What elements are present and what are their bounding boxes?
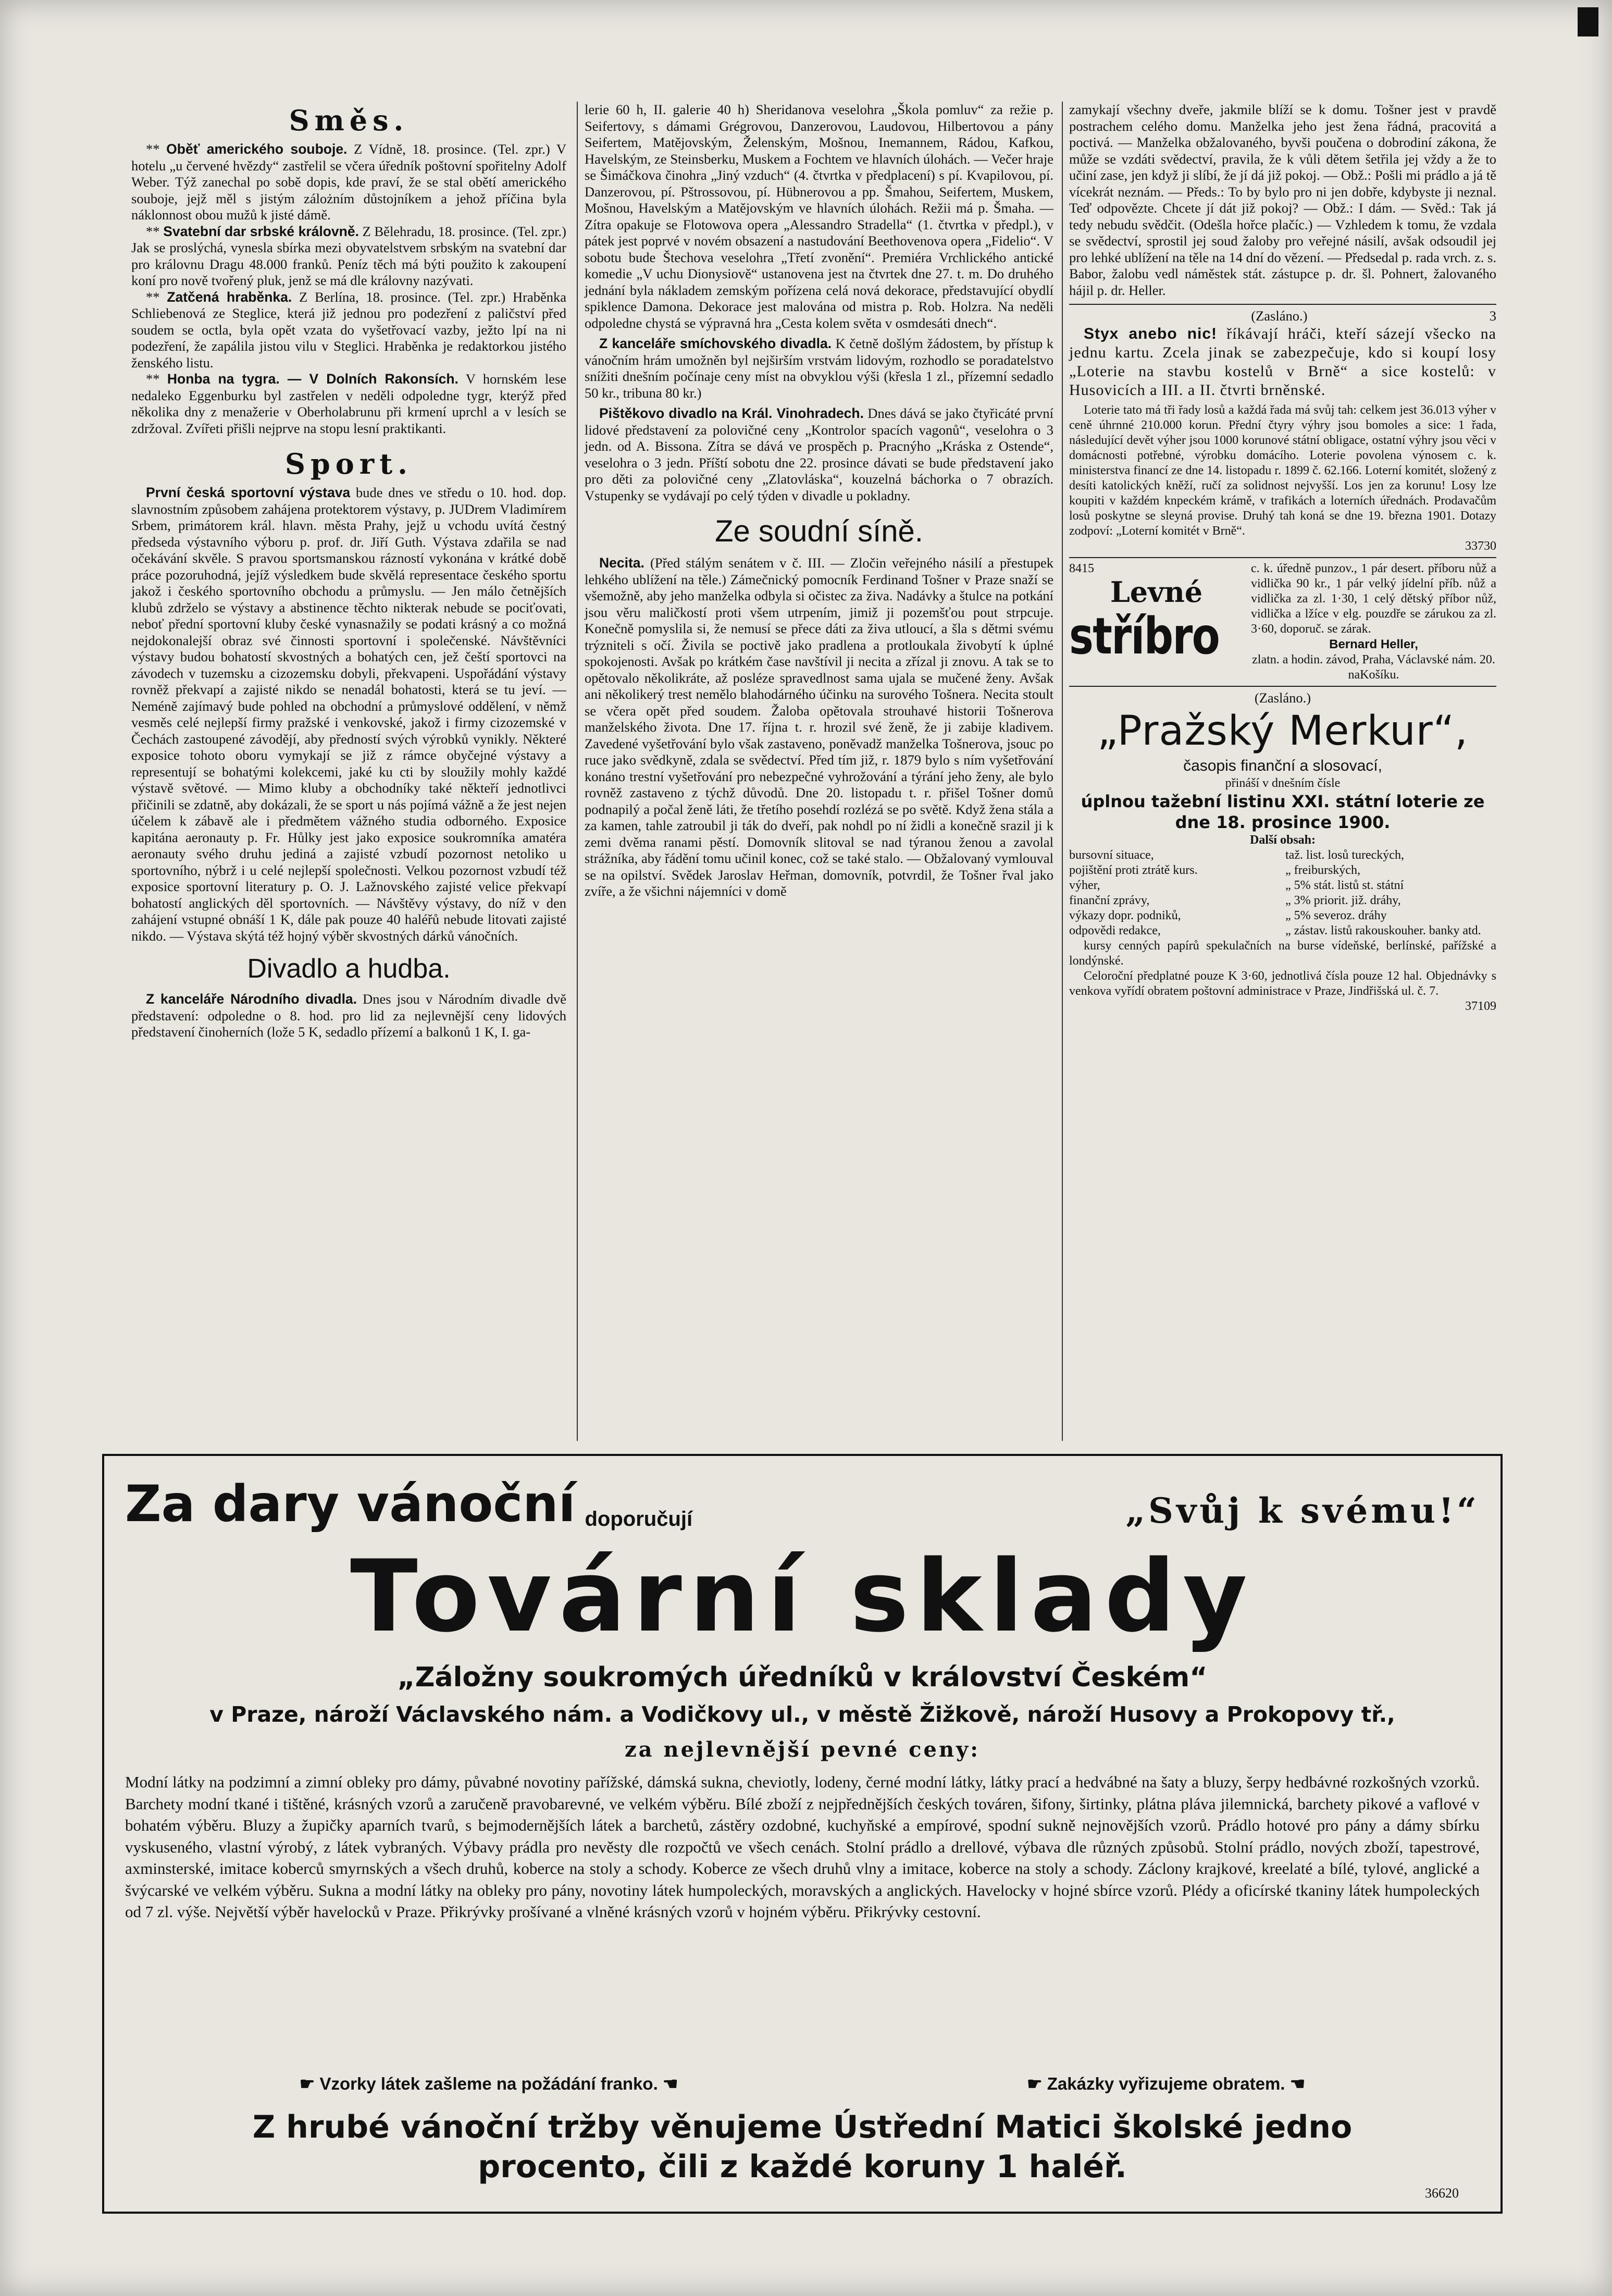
- news-item: První česká sportovní výstava bude dnes ve středu o 10. hod. dop. slavnostním způsobem zahájena protektorem výstavy, p. JUDrem Vladimírem Srbem, primátorem král. hlavn. města Prahy, jejž u vchodu uvítá čestný předseda výstavního výboru p. prof. dr. Jiří Guth. Výstava zdařila se nad očekávání skvěle. S pravou sportsmanskou rázností vykonána v krátké době práce pozoruhodná, jejíž výsledkem bude skvělá representace českého sportu jakož i českého sportovního obchodu a průmyslu. — Jen málo četnějších klubů zdrželo se výstavy a abstinence těchto nikterak nebude se pociťovati, neboť přední sportovní kluby české vynasnažily se podati krásný a co možná nejdokonalejší obraz své činnosti sportovní i společenské. Návštěvníci výstavy budou bohatostí skvostných a bohatých cen, jež čeští sportovci na závodech v tuzemsku a cizozemsku dobyli, překvapeni. Uspořádání výstavy rovněž překvapí a zajisté nikdo se nenadál bohatosti, která se tu jeví. — Neméně zajímavý bude pohled na obchodní a průmyslové oddělení, v němž vesměs celé nejlepší firmy pražské i venkovské, jakož i firmy cizozemské v Čechách zastoupené závodějí, aby předností svých výrobků vynikly. Některé exposice tohoto oboru vymykají se již z rámce obyčejné výstavy a representují se bohatými kolekcemi, jaké ku cti by sloužily mohly každé výstavě světové. — Mimo kluby a obchodníky také někteří jednotlivci přičinili se zdatně, aby dokázali, že se sport u nás pojímá vážně a že jest nejen účelem k zábavě ale i předmětem vážného studia odborného. Exposice kapitána aeronauty p. Fr. Hůlky jest jako exposice soukromníka amatéra aeronauty svého druhu jediná a zajisté vzbudí pozornost netoliko u sportovního, nýbrž i u celé nejlepší společnosti. Velkou pozornost vzbudí též exposice sportovní literatury p. O. J. Lažnovského zajisté velice překvapí bohatostí anglických děl sportovních. — Návštěvy výstavy, do níž v den zahájení vstupné obnáší 1 K, dále pak pouze 40 haléřů nebude litovati zajisté nikdo. — Výstava skýtá též hojný výběr skvostných dárků vánočních.: [131, 485, 566, 944]
- merkur-contents-item: odpovědi redakce,: [1069, 924, 1161, 937]
- merkur-headline: úplnou tažební listinu XXI. státní loterie ze dne 18. prosince 1900.: [1081, 792, 1485, 832]
- pointing-hand-icon: ☛: [299, 2074, 320, 2093]
- news-item: Z kanceláře smíchovského divadla. K četně došlým žádostem, by přístup k vánočním hrám umožněn byl nejširším vrstvám lidovým, rozhodlo se poradatelstvo snížiti dnešním počínaje ceny míst na obvyklou výši (křesla 1 zl., přízemní sedadlo 50 kr., tribuna 80 kr.): [585, 336, 1054, 401]
- big-ad-line1: Za dary vánoční: [125, 1475, 576, 1533]
- merkur-contents-left: [1069, 848, 1280, 939]
- silver-ad-word-levne: Levné: [1110, 575, 1203, 609]
- big-ad-prices-slogan: za nejlevnější pevné ceny:: [624, 1737, 981, 1762]
- section-heading-court: Ze soudní síně.: [715, 514, 923, 548]
- ad-code: 8415: [1069, 561, 1094, 575]
- ad-code: 33730: [1465, 539, 1496, 553]
- big-ad-top-line: [125, 1477, 1480, 1531]
- merkur-contents-item: „ zástav. listů rakouskouher. banky atd.: [1285, 924, 1481, 937]
- big-ad-line1-small: doporučují: [585, 1508, 693, 1530]
- merkur-price: Celoroční předplatné pouze K 3·60, jednotlivá čísla pouze 12 hal. Objednávky s venkova vyřídí obratem poštovní administrace v Praze, Jindřišská ul. č. 7.: [1069, 969, 1496, 998]
- column-3: [1069, 102, 1496, 1014]
- zaslano-number: 3: [1489, 308, 1496, 324]
- news-item: lerie 60 h, II. galerie 40 h) Sheridanova veselohra „Škola pomluv“ za režie p. Seifertovy, s dámami Grégrovou, Danzerovou, Laudovou, Hilbertovou a pány Seifertem, Matějovským, Želenským, Mošnou, Inemannem, Rádou, Kafkou, Havelským, ze Steinsberku, Muskem a Fochtem ve hlavních úlohách. — Večer hraje se Šimáčkova činohra „Jiný vzduch“ (4. čtvrtka v předplacení) s pí. Kvapilovou, pí. Danzerovou, pí. Pštrossovou, pí. Hübnerovou a pp. Šmahou, Seifertem, Muskem, Mošnou, Havelským a Matějovským ve hlavních úlohách. Režii má p. Šmaha. — Zítra opakuje se Flotowova opera „Alessandro Stradella“ (1. čtvrtka v předpl.), v pátek jest poprvé v novém obsazení a nastudování Beethovenova opera „Fidelio“. V sobotu bude Štechova veselohra „Třetí zvonění“. Premiéra Vrchlického antické komedie „V uchu Dionysiově“ ustanovena jest na čtvrtek dne 27. t. m. Do druhého jednání byla nákladem zemským pořízena celá nová dekorace, představující obydlí spiklence Damona. Dekorace jest malována od mistra p. Rob. Holzra. Na neděli odpoledne chystá se výpravná hra „Cesta kolem světa v osmdesáti dnech“.: [585, 102, 1053, 331]
- news-item: Necita. (Před stálým senátem v č. III. — Zločin veřejného násilí a přestupek lehkého ublížení na těle.) Zámečnický pomocník Ferdinand Tošner v Praze snaží se všemožně, aby jeho manželka odbyla si očistec za živa. Nadávky a štulce na potkání jsou věru maličkostí proti všem utrpením, jimiž ji pozemšťou pout strpcuje. Konečně pomyslila si, že nemusí se přece dáti za živa utloucí, a šla s dětmi svému trýzniteli s očí. Živila se poctivě jako pradlena a protloukala živobytí k úplné spokojenosti. Avšak po krátkém čase navštívil ji necita a zřízal ji znovu. A tak se to opětovalo několikráte, až posléze spravedlnost sama ujala se mučené ženy. Avšak ani několikerý trest nemělo blahodárného účinku na surového Tošnera. Necita stoult se včera opět před soudem. Žaloba opětovala strouhavé historii Tošnerova manželského života. Dne 17. října t. r. hrozil své ženě, že ji zabije kladivem. Zavedené vyšetřování bylo však zastaveno, poněvadž manželka Tošnerova, jsouc po ruce jako svědkyně, zdala se svědectví. Před tím již, r. 1879 bylo s ním vyšetřování konáno trestní vyšetřování pro nebezpečné vyhrožování a týrání jeho ženy, ale bylo rovněž zastaveno z týchž důvodů. Dne 20. listopadu t. r. přišel Tošner domů podnapilý a počal ženě láti, že třetího posehdí rozlézá se po světě. Když žena stála a za kamen, tahle zatroubil ji ták do dveří, pak nohdl po ní židli a konečně srazil ji k zemi dvěma ranami pěstí. Domovník slitoval se nad týranou ženou a zavolal strážníka, aby řádění tomu učinil konec, což se také stalo. — Obžalovaný vymlouval se na opilství. Svědek Jaroslav Heřman, domovník, potvrdil, že Tošner řval jako zvíře, a že všichni nájemníci v domě: [585, 555, 1053, 899]
- divider: [1069, 686, 1496, 687]
- big-ad-footer: Z hrubé vánoční tržby věnujeme Ústřední Matici školské jedno procento, čili z každé koruny 1 haléř.: [252, 2109, 1353, 2185]
- ad-code: 36620: [1425, 2186, 1459, 2201]
- news-item: ** Svatební dar srbské královně. Z Bělehradu, 18. prosince. (Tel. zpr.) Jak se proslýchá, vynesla sbírka mezi obyvatelstvem srbským na svatební dar pro královnu Dragu 48.000 franků. Peníz těch má býti použito k zakoupení koní pro nově tvořený pluk, jenž se má dle královny nazývati.: [131, 223, 567, 288]
- news-item: ** Oběť amerického souboje. Z Vídně, 18. prosince. (Tel. zpr.) V hotelu „u červené hvězdy“ zastřelil se včera úředník poštovní spořitelny Adolf Weber. Týž zanechal po sobě dopis, kde praví, že se stal obětí amerického souboje, jejž měl s jistým zálożním důstojníkem a jehož příčina byla náklonnost obou mužů k jisté dámě.: [131, 141, 567, 223]
- pointing-hand-icon: ☚: [1285, 2074, 1306, 2093]
- merkur-contents-item: „ freiburských,: [1285, 863, 1360, 877]
- news-item: Z kanceláře Národního divadla. Dnes jsou v Národním divadle dvě představení: odpoledne o 8. hod. pro lid za nejlevnější ceny lidových představení činoherních (lože 5 K, sedadlo přízemí a balkonů 1 K, I. ga-: [131, 991, 566, 1040]
- big-ad-subtitle: „Záložny soukromých úředníků v království Českém“: [397, 1662, 1208, 1693]
- column-rule-2: [1062, 102, 1063, 1441]
- pointing-hand-icon: ☚: [658, 2074, 678, 2093]
- merkur-contents-item: výher,: [1069, 879, 1100, 892]
- pointing-hand-icon: ☛: [1027, 2074, 1047, 2093]
- silver-ad-seller-address: zlatn. a hodin. závod, Praha, Václavské nám. 20. naKošíku.: [1252, 652, 1495, 682]
- section-heading-sport: Sport.: [285, 447, 413, 480]
- merkur-contents-item: bursovní situace,: [1069, 848, 1154, 862]
- lottery-ad-intro: Styx anebo nic! říkávají hráči, kteří sázejí všecko na jednu kartu. Zcela jinak se zabezpečuje, kdo si koupí losy „Loterie na stavbu kostelů v Brně“ a sice kostelů: v Husovicích a III. a II. čtvrti brněnské.: [1069, 325, 1496, 399]
- news-item: Pištěkovo divadlo na Král. Vinohradech. Dnes dává se jako čtyřicáté první lidové představení za polovičné ceny „Kontrolor spacích vagonů“, veselohra o 3 jedn. od A. Bissona. Zítra se dává ve prospěch p. Pracnýho „Kráska z Ostende“, veselohra o 3 jedn. Příští sobotu dne 22. prosince dávati se bude představení jako pro děti za polovičné ceny „Zlatovláska“, kouzelná báchorka o 7 obrazích. Vstupenky se vydávají po celý týden v divadle u pokladny.: [585, 405, 1053, 503]
- merkur-contents-item: „ 5% severoz. dráhy: [1285, 909, 1387, 922]
- silver-ad: [1069, 561, 1496, 683]
- merkur-subtitle: časopis finanční a slosovací,: [1183, 757, 1382, 774]
- merkur-contents-item: taž. list. losů tureckých,: [1285, 848, 1404, 862]
- merkur-contents-item: „ 5% stát. listů st. státní: [1285, 879, 1404, 892]
- silver-ad-title-block: [1069, 561, 1244, 683]
- merkur-subtitle-2: přináší v dnešním čísle: [1225, 776, 1341, 790]
- zaslano-label: (Zasláno.): [1254, 689, 1311, 706]
- merkur-tail: kursy cenných papírů spekulačních na burse vídeňské, berlínské, pařížské a londýnské.: [1069, 939, 1496, 968]
- divider: [1069, 557, 1496, 558]
- notice-right: ☛ Zakázky vyřizujeme obratem. ☚: [1027, 2074, 1306, 2093]
- silver-ad-text-block: [1251, 561, 1496, 683]
- section-heading-divadlo: Divadlo a hudba.: [247, 954, 451, 984]
- news-item: ** Honba na tygra. — V Dolních Rakonsích. V hornském lese nedaleko Eggenburku byl zastřelen v neděli odpoledne tygr, kterýž před několika dny z menažerie v Oberholabrunu při krmení uprchl a v lesích se zdržoval. Zvířeti přišli nejprve na stopu lesní praktikanti.: [131, 371, 567, 436]
- notice-left: ☛ Vzorky látek zašleme na požádání franko. ☚: [299, 2074, 678, 2093]
- zaslano-label: (Zasláno.): [1251, 308, 1308, 324]
- lottery-ad-body: Loterie tato má tři řady losů a každá řada má svůj tah: celkem jest 36.013 výher v ceně úhrnné 210.000 korun. Přední čtyry výhry jsou bomoles a sice: 1 řada, následující devět výher jsou 1000 korunové státní obligace, ostatní výhry jsou věci v domácnosti potřebné, výrobku domácího. Loterie povolena výnosem c. k. ministerstva financí ze dne 14. listopadu r. 1899 č. 62.166. Loterní komitét, složený z desíti katolických kněží, ručí za solidnost nejvyšší. Los jen za korunu! Losy lze koupiti v každém knpeckém krámě, v trafikách a loterních úřednách. Prodavačům losů poskytne se sleyná provise. Druhý tah koná se dne 19. března 1901. Dotazy zodpoví: „Loterní komitét v Brně“.: [1069, 403, 1496, 538]
- news-item: ** Zatčená hraběnka. Z Berlína, 18. prosince. (Tel. zpr.) Hraběnka Schliebenová ze Steglice, která již jednou pro podezření z paličství před soudem se octla, byla opět vzata do vyšetřovací vazby, ježto lpí na ni podezření, že zapálila jistou vilu v Steglici. Hraběnka je redaktorkou jistého ženského listu.: [131, 289, 567, 371]
- big-ad-title: Tovární sklady: [350, 1539, 1255, 1654]
- silver-ad-text: c. k. úředně punzov., 1 pár desert. příboru nůž a vidlička 90 kr., 1 pár velký jídelní příb. nůž a vidlička za zl. 1·30, 1 celý dětský příbor nůž, vidlička a lžíce v elg. pouzdře se zárukou za zl. 3·60, doporuč. se zárak.: [1251, 561, 1496, 636]
- big-ad-notices: [125, 2073, 1480, 2094]
- big-advertisement: [102, 1454, 1503, 2214]
- merkur-contents-label: Další obsah:: [1249, 833, 1316, 847]
- merkur-contents-item: finanční zprávy,: [1069, 894, 1150, 907]
- merkur-title: „Pražský Merkur“,: [1097, 708, 1468, 755]
- merkur-contents-item: pojištění proti ztrátě kurs.: [1069, 863, 1198, 877]
- silver-ad-word-stribro: stříbro: [1069, 607, 1220, 665]
- column-1: [131, 102, 566, 1041]
- section-heading-smes: Směs.: [289, 104, 409, 137]
- big-ad-address: v Praze, nároží Václavského nám. a Vodičkovy ul., v městě Žižkově, nároží Husovy a Prokopovy tř.,: [209, 1702, 1395, 1727]
- merkur-contents-right: [1285, 848, 1496, 939]
- silver-ad-seller: Bernard Heller,: [1329, 637, 1418, 651]
- big-ad-body: Modní látky na podzimní a zimní obleky pro dámy, půvabné novotiny pařížské, dámská sukna, cheviotly, lodeny, černé modní látky, látky prací a hedvábné na šaty a bluzy, šerpy hedbávné rozkošných vzorků. Barchety modní tkané i tištěné, krásných vzorů a zaručeně pravobarevné, ve velkém výběru. Bílé zboží z nejpřednějších českých továren, šifony, širtinky, plátna pláva jilemnická, barchety pikové a vaflové v bohatém výběru. Bluzy a župičky aparních tvarů, s bejmodernějších látek a barchetů, zástěry ozdobné, kuchyňské a empírové, spodní sukně nejnovějších vzorů. Prádlo hotové pro pány a dámy sbírku vyskuseného, vlastní výrobý, z látek vybraných. Výbavy prádla pro nevěsty dle rozpočtů ve všech cenách. Stolní prádlo a drellové, výbava dle různých způsobů. Stolní prádlo, nových zboží, tapestrové, axminsterské, imitace koberců smyrnských a všech druhů, koberce na stoly a schody. Koberce ze všech druhů vlny a imitace, koberce na stoly a schody. Záclony krajkové, kreelaté a bílé, tylové, anglické a švýcarské ve velkém výběru. Sukna a modní látky na obleky pro pány, novotiny látek humpoleckých, moravských a anglických. Havelocky v hojné sbírce vzorů. Plédy a oficírské tkaniny látek humpoleckých od 7 zl. výše. Největší výběr havelocků v Praze. Přikrývky prošívané a vlněné krásných vzorů v hojném výběru. Přikrývky cestovní.: [125, 1773, 1480, 1921]
- column-rule-1: [577, 102, 578, 1441]
- ad-code: 37109: [1465, 999, 1496, 1013]
- zaslano-line: [1069, 308, 1496, 325]
- big-ad-slogan-svuj: „Svůj k svému!“: [1125, 1490, 1480, 1531]
- corner-mark: [1578, 7, 1598, 36]
- merkur-contents-item: výkazy dopr. podniků,: [1069, 909, 1181, 922]
- news-item: zamykají všechny dveře, jakmile blíží se k domu. Tošner jest v pravdě postrachem celého domu. Manželka jeho jest žena řádná, pracovitá a poctivá. — Manželka obžalovaného, byvši poučena o dobrodiní zákona, že může se vzdáti svědectví, pravila, že k vůli dětem šetřila jej vždy a že to učiní zase, jen když ji slíbí, že jí dá již pokoj. — Obž.: Pošli mi prádlo a já tě vícekrát neznám. — Předs.: To by bylo pro ni jen dobře, kdybyste ji neznal. Teď odpovězte. Chcete jí dát již pokoj? — Obž.: I dám. — Svěd.: Tak já tedy nebudu svědčit. (Odešla hořce plačíc.) — Vzhledem k tomu, že vzdala se svědectví, sprostil jej soud žaloby pro veřejné násilí, avšak odsoudil jej pro lehké ublížení na těle na 14 dní do vězení. — Předsedal p. rada vrch. z. s. Babor, žalobu vedl náměstek stát. zástupce p. dr. šl. Pohnert, žalovaného hájil p. dr. Heller.: [1069, 102, 1496, 298]
- divider: [1069, 304, 1496, 305]
- merkur-contents: [1069, 848, 1496, 939]
- column-2: [585, 102, 1053, 900]
- merkur-contents-item: „ 3% priorit. již. dráhy,: [1285, 894, 1401, 907]
